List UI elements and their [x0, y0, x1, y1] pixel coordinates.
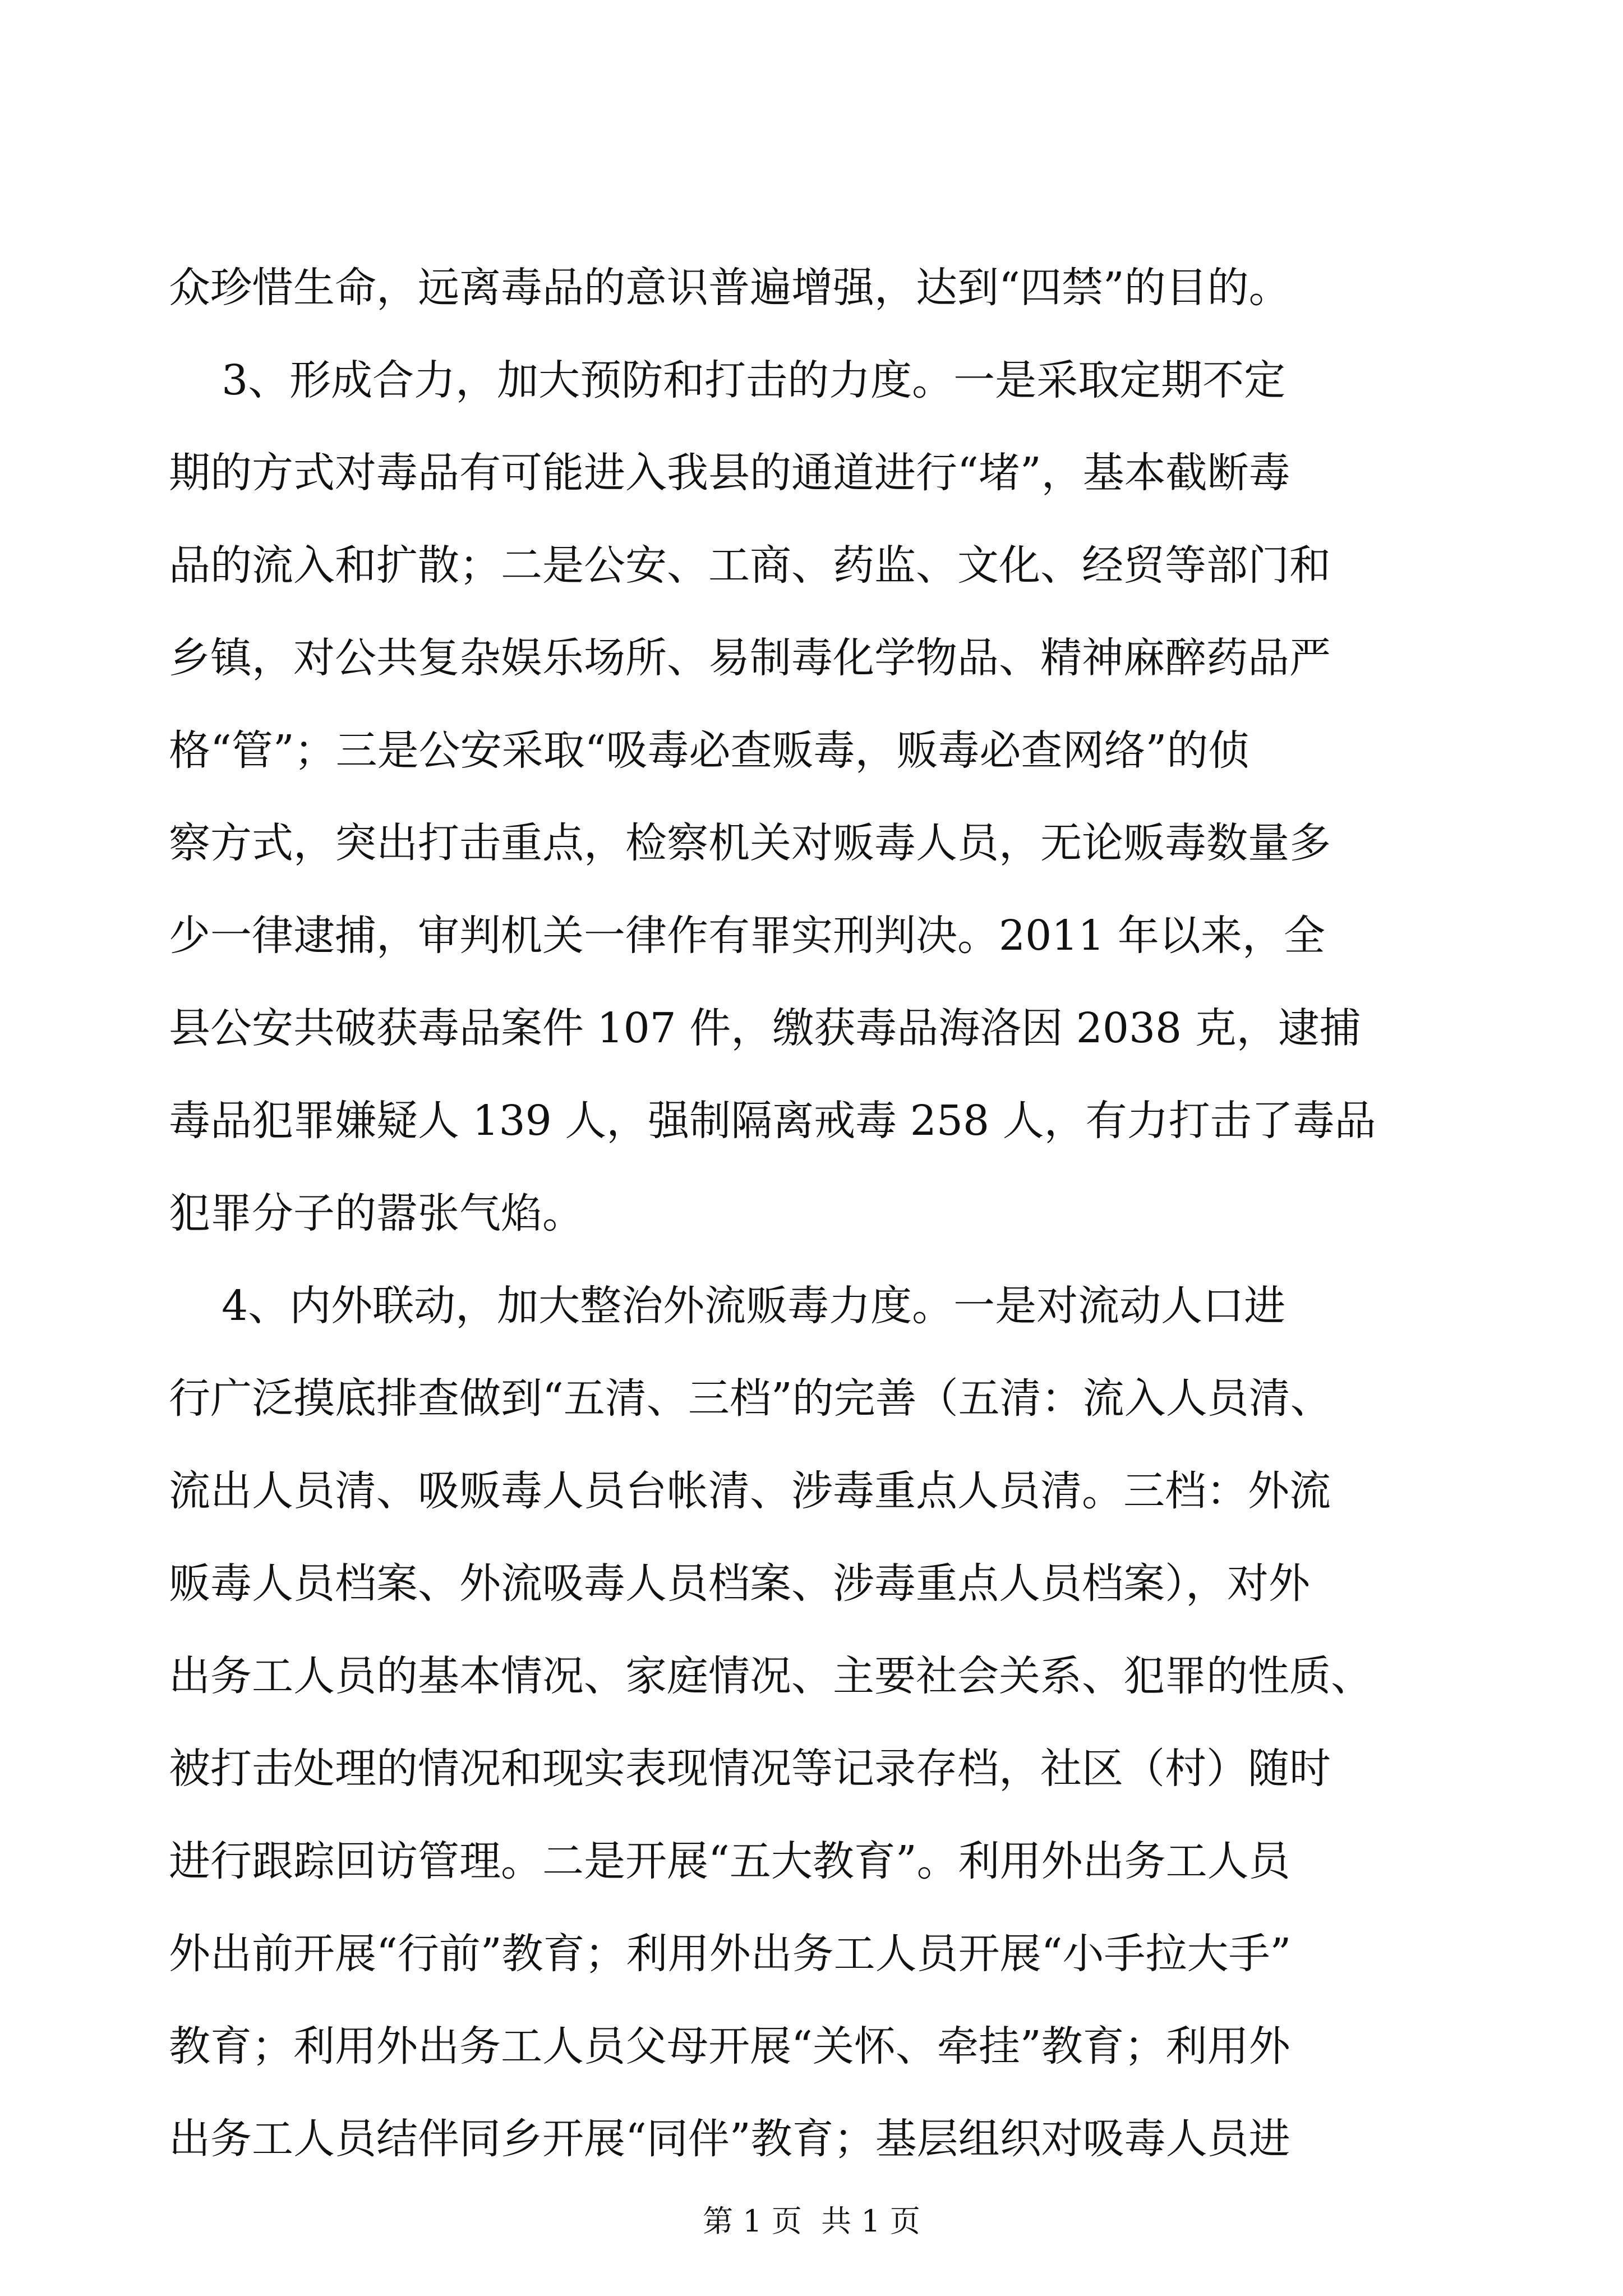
body-text-line: 毒品犯罪嫌疑人 139 人，强制隔离戒毒 258 人，有力打击了毒品 [169, 1097, 1376, 1145]
body-text-line: 品的流入和扩散；二是公安、工商、药监、文化、经贸等部门和 [169, 541, 1331, 590]
body-text-line: 期的方式对毒品有可能进入我县的通道进行“堵”，基本截断毒 [169, 449, 1290, 497]
body-text-line: 众珍惜生命，远离毒品的意识普遍增强，达到“四禁”的目的。 [169, 264, 1290, 312]
body-text-line: 教育；利用外出务工人员父母开展“关怀、牵挂”教育；利用外 [169, 2022, 1290, 2070]
body-text-line: 被打击处理的情况和现实表现情况等记录存档，社区（村）随时 [169, 1745, 1331, 1793]
body-text-line: 行广泛摸底排查做到“五清、三档”的完善（五清：流入人员清、 [169, 1374, 1332, 1423]
body-text-line: 3、形成合力，加大预防和打击的力度。一是采取定期不定 [169, 356, 1286, 404]
page-number-footer: 第 1 页 共 1 页 [703, 2203, 920, 2239]
body-text-line: 乡镇，对公共复杂娱乐场所、易制毒化学物品、精神麻醉药品严 [169, 634, 1331, 682]
body-text-line: 出务工人员结伴同乡开展“同伴”教育；基层组织对吸毒人员进 [169, 2115, 1290, 2163]
body-text-line: 格“管”；三是公安采取“吸毒必查贩毒，贩毒必查网络”的侦 [169, 726, 1250, 775]
body-text-line: 察方式，突出打击重点，检察机关对贩毒人员，无论贩毒数量多 [169, 819, 1331, 867]
body-text-line: 4、内外联动，加大整治外流贩毒力度。一是对流动人口进 [169, 1282, 1286, 1330]
body-text-line: 出务工人员的基本情况、家庭情况、主要社会关系、犯罪的性质、 [169, 1652, 1372, 1700]
body-text-line: 流出人员清、吸贩毒人员台帐清、涉毒重点人员清。三档：外流 [169, 1467, 1331, 1515]
body-text-line: 外出前开展“行前”教育；利用外出务工人员开展“小手拉大手” [169, 1930, 1292, 1978]
body-text-line: 少一律逮捕，审判机关一律作有罪实刑判决。2011 年以来，全 [169, 912, 1325, 960]
body-text-line: 犯罪分子的嚣张气焰。 [169, 1189, 584, 1237]
body-text-line: 贩毒人员档案、外流吸毒人员档案、涉毒重点人员档案），对外 [169, 1559, 1310, 1608]
body-text-line: 进行跟踪回访管理。二是开展“五大教育”。利用外出务工人员 [169, 1837, 1290, 1885]
body-text-line: 县公安共破获毒品案件 107 件，缴获毒品海洛因 2038 克，逮捕 [169, 1004, 1361, 1052]
